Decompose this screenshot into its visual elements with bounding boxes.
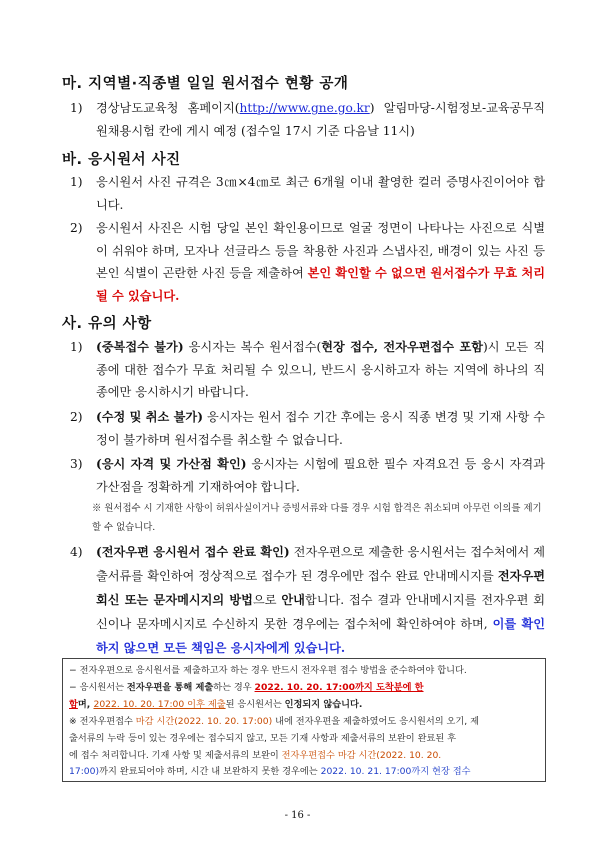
notice-line: − 전자우편으로 응시원서를 제출하고자 하는 경우 반드시 전자우편 접수 방법을 준수하여야 합니다.	[69, 665, 467, 676]
text-segment: 응시자는 복수 원서접수(	[183, 340, 322, 354]
text-emphasis: 현장 접수, 전자우편접수 포함	[321, 340, 484, 354]
onsite-deadline-text: 2022. 10. 21. 17:00까지 현장 접수	[320, 766, 471, 777]
text-segment: 합니다. 접수 결과 안내메시지를 전자우편 회신이나 문자메시지로 수신하지 못한 경우에는 접수처에 확인하여야 하며,	[96, 593, 545, 631]
warning-text: 본인 확인할 수 없으면 원서접수가 무효 처리될 수 있습니다.	[96, 266, 545, 303]
deadline-text: 2022. 10. 20. 17:00까지 도착분에 한	[254, 682, 424, 693]
item-number: 3)	[70, 457, 83, 471]
item-text	[96, 406, 545, 451]
late-submission-text: 2022. 10. 20. 17:00 이후 제출	[93, 699, 226, 710]
deadline-text: 마감 시간(2022. 10. 20. 17:00)	[135, 716, 273, 727]
item-heading: (전자우편 응시원서 접수 완료 확인)	[96, 545, 290, 559]
item-number: 2)	[70, 410, 83, 424]
notice-line: 출서류의 누락 등이 있는 경우에는 접수되지 않고, 모든 기재 사항과 제출서류의 보완이 완료된 후	[69, 733, 457, 744]
item-text: 응시원서 사진 규격은 3㎝×4㎝로 최근 6개월 이내 촬영한 컬러 증명사진이어야 합니다.	[96, 175, 545, 212]
text-segment: 까지 완료되어야 하며, 시간 내 보완하지 못한 경우에는	[99, 766, 321, 777]
text-segment: )시 모든 직종에 대한 접수가 무효 처리될 수 있으니, 반드시 응시하고자 하는 지역에 하나의 직종에만 응시하시기 바랍니다.	[96, 340, 545, 399]
text-emphasis: 며,	[77, 699, 94, 710]
text-segment: 응시자는 시험에 필요한 필수 자격요건 등 응시 자격과 가산점을 정확하게 기재하여야 합니다.	[96, 457, 545, 494]
text-segment: 된 응시원서는	[225, 699, 285, 710]
deadline-text: 전자우편접수 마감 시간(2022. 10. 20.	[281, 750, 442, 761]
text-segment: ※ 전자우편접수	[69, 716, 136, 727]
notice-box	[62, 658, 546, 782]
section-title-ma: 마. 지역별·직종별 일일 원서접수 현황 공개	[62, 76, 349, 92]
text-segment: − 응시원서는	[69, 682, 127, 693]
list-item	[70, 217, 545, 307]
item-text	[96, 97, 545, 142]
text-segment: 으로	[252, 593, 282, 607]
deadline-text: 17:00)	[69, 766, 100, 777]
section-title-sa: 사. 유의 사항	[62, 316, 152, 332]
list-item	[70, 540, 545, 660]
item-number: 1)	[70, 340, 83, 354]
item-text	[96, 540, 545, 660]
notice-line	[69, 763, 539, 780]
text-segment: 응시자는 원서 접수 기간 후에는 응시 직종 변경 및 기재 사항 수정이 불가하며 원서접수를 취소할 수 없습니다.	[96, 410, 545, 447]
item-heading: (중복접수 불가)	[96, 340, 184, 354]
notice-line	[69, 747, 539, 764]
section-title-ba: 바. 응시원서 사진	[62, 152, 181, 168]
text-segment: 내에 전자우편을 제출하였어도 응시원서의 오기, 제	[272, 716, 479, 727]
homepage-link[interactable]: http://www.gne.go.kr	[239, 101, 370, 115]
item-text	[96, 336, 545, 404]
item-number: 4)	[70, 545, 83, 559]
item-number: 1)	[70, 101, 83, 115]
responsibility-warning: 이를 확인하지 않으면 모든 책임은 응시자에게 있습니다.	[96, 617, 545, 655]
list-item	[70, 406, 545, 451]
list-item	[70, 97, 545, 142]
text-emphasis: 전자우편을 통해 제출	[126, 682, 214, 693]
notice-line	[69, 696, 539, 713]
list-item	[70, 336, 545, 404]
item-heading: (응시 자격 및 가산점 확인)	[96, 457, 247, 471]
item-number: 2)	[70, 221, 83, 235]
note-text: ※ 원서접수 시 기재한 사항이 허위사실이거나 증빙서류와 다를 경우 시험 합격은 취소되며 아무런 이의를 제기할 수 없습니다.	[92, 503, 542, 533]
text-segment: 경상남도교육청 홈페이지(	[96, 101, 240, 115]
deadline-text: 함	[69, 699, 78, 710]
item-text	[96, 217, 545, 307]
item-heading: (수정 및 취소 불가)	[96, 410, 203, 424]
text-segment: 응시원서 사진은 시험 당일 본인 확인용이므로 얼굴 정면이 나타나는 사진으로 식별이 쉬워야 하며, 모자나 선글라스 등을 착용한 사진과 스냅사진, 배경이 있는 사진 등 본인 식별이 곤란한 사진 등을 제출하여	[96, 221, 545, 280]
text-segment: 하는 경우	[213, 682, 255, 693]
page-number: - 16 -	[284, 810, 311, 821]
list-item	[70, 453, 545, 498]
text-segment: 전자우편으로 제출한 응시원서는 접수처에서 제출서류를 확인하여 정상적으로 접수가 된 경우에만 접수 완료 안내메시지를	[96, 545, 545, 583]
notice-line	[69, 679, 539, 696]
text-segment: 에 접수 처리합니다. 기재 사항 및 제출서류의 보완이	[69, 750, 282, 761]
list-item	[70, 171, 545, 216]
text-emphasis: 전자우편 회신 또는 문자메시지의 방법	[96, 569, 545, 607]
text-segment: ) 알림마당-시험정보-교육공무직원채용시험 칸에 게시 예정 (접수일 17시 기준 다음날 11시)	[96, 101, 546, 138]
item-number: 1)	[70, 175, 83, 189]
item-text	[96, 453, 545, 498]
text-emphasis: 인정되지 않습니다.	[284, 699, 363, 710]
text-emphasis: 안내	[281, 593, 305, 607]
notice-line	[69, 713, 539, 730]
